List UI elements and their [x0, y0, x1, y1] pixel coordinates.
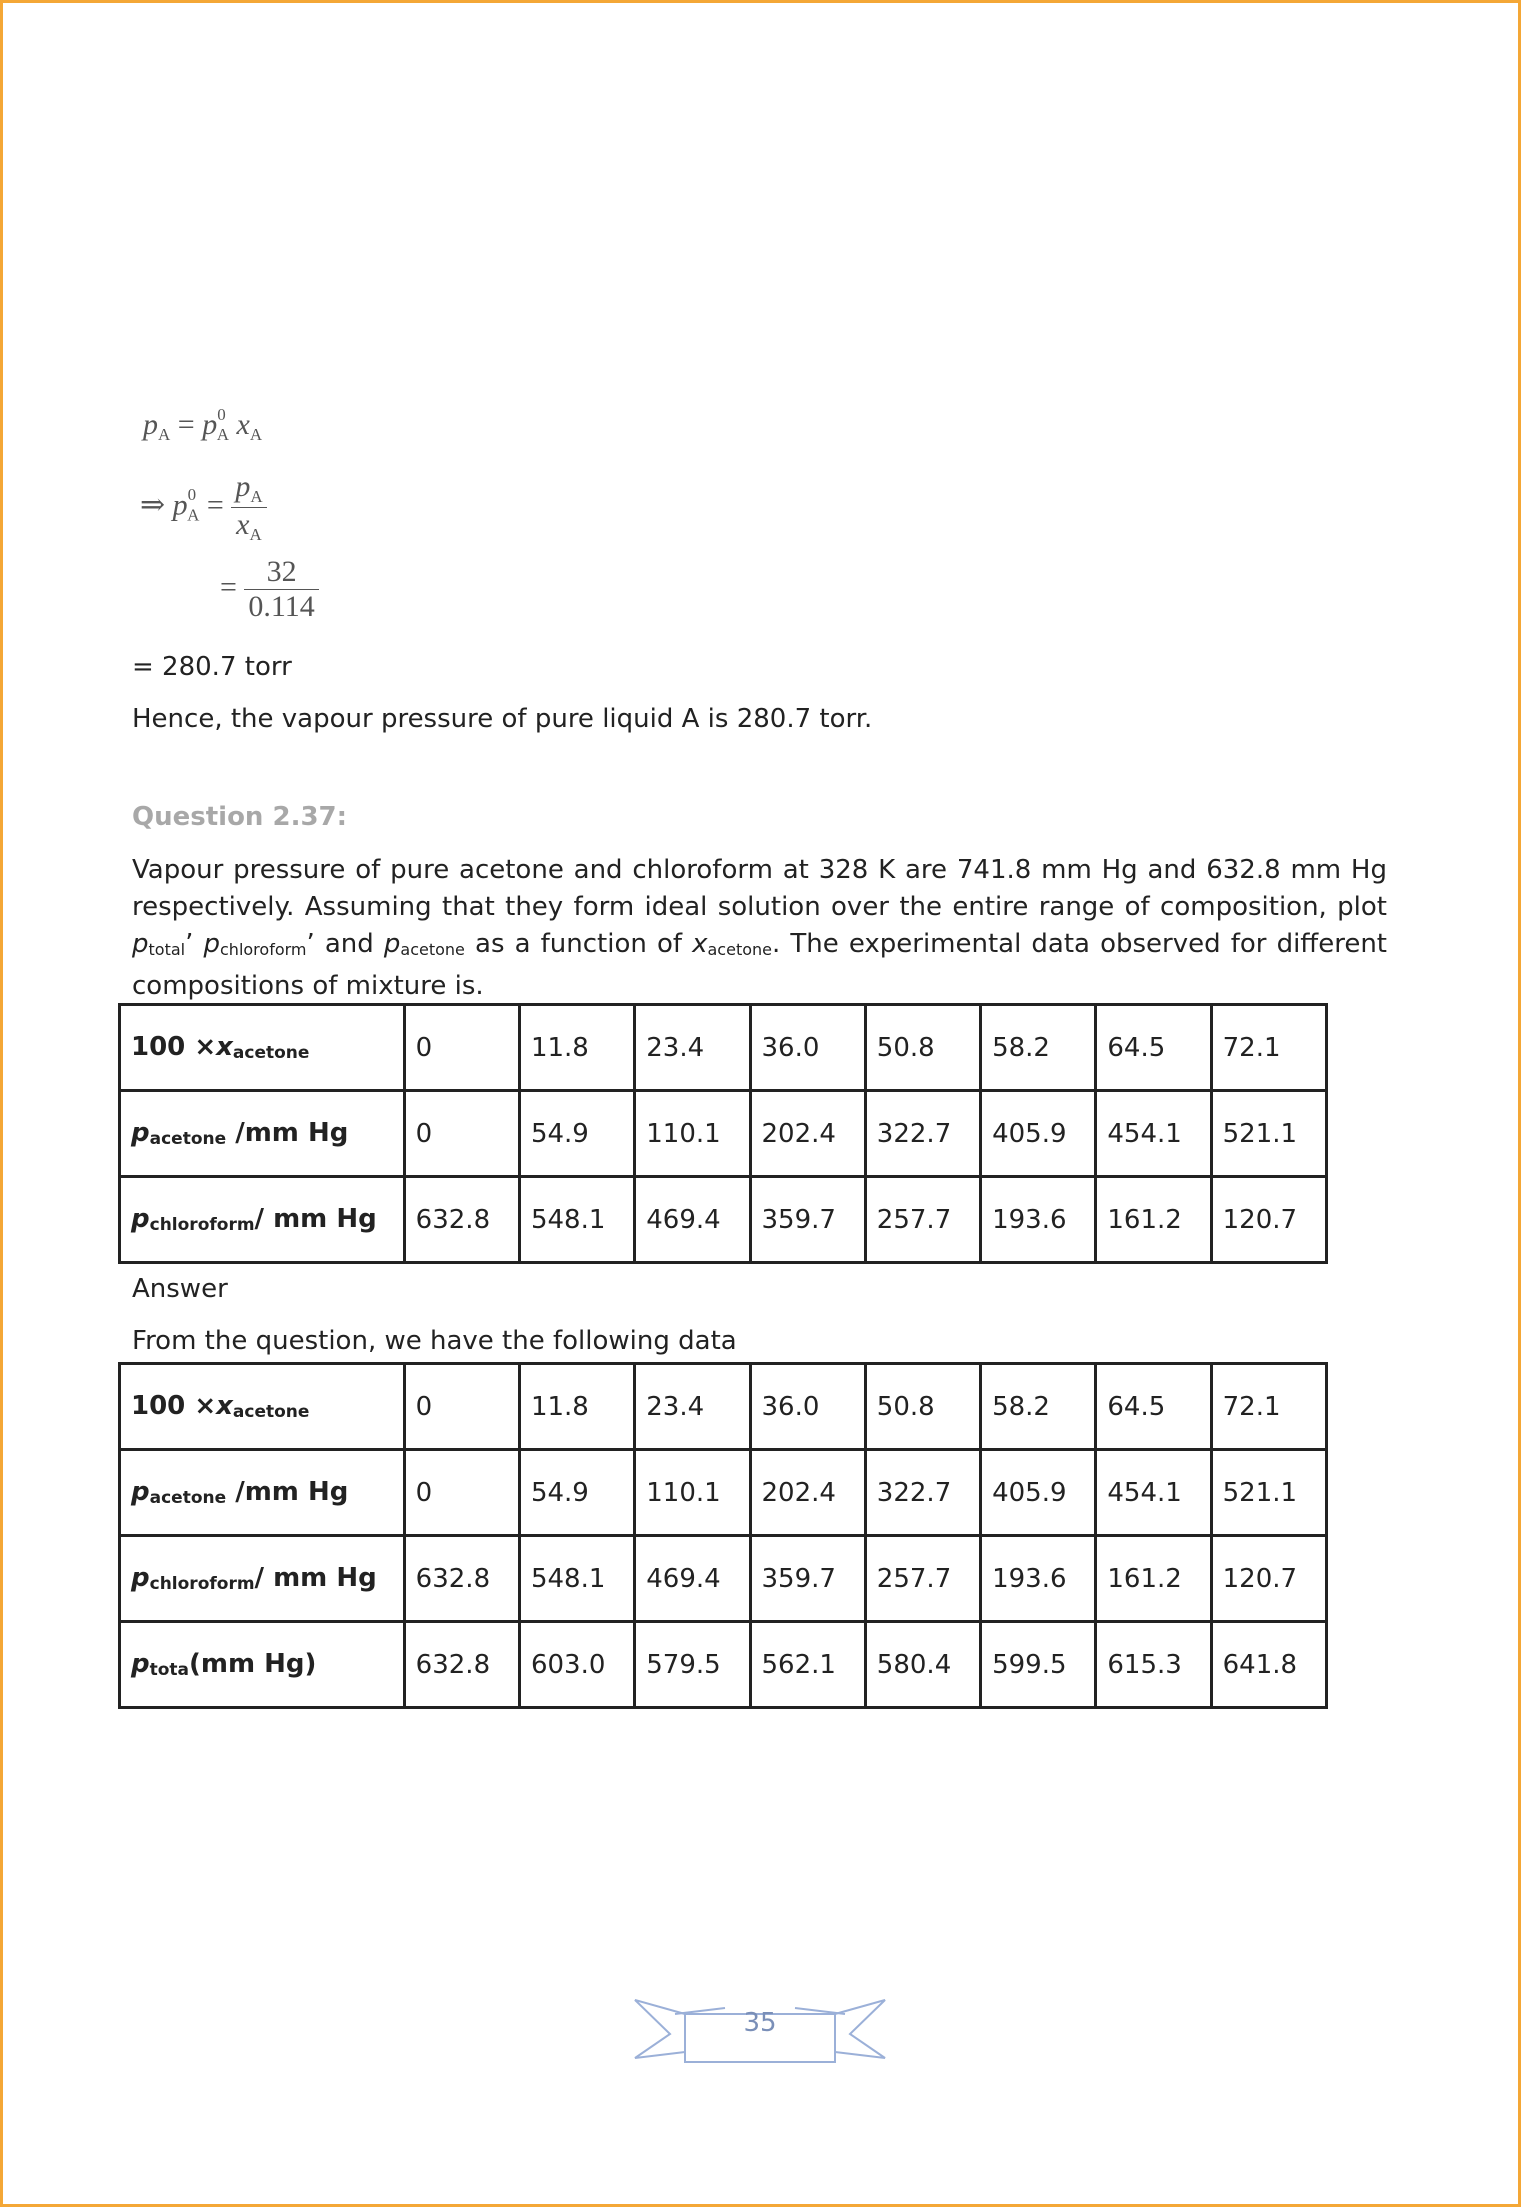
table-row: [120, 1622, 1327, 1708]
table-cell: 579.5: [635, 1622, 750, 1708]
row-label: $p_{acetone}$ /mm Hg: [120, 1091, 405, 1177]
table-cell: 322.7: [865, 1091, 980, 1177]
answer-label: Answer: [132, 1274, 228, 1304]
table-cell: 632.8: [404, 1536, 519, 1622]
table-cell: 548.1: [519, 1536, 634, 1622]
numerator: 32: [244, 555, 318, 590]
table-cell: 405.9: [981, 1450, 1096, 1536]
table-cell: 161.2: [1096, 1536, 1211, 1622]
row-label: $100 \times x_{acetone}$: [120, 1005, 405, 1091]
table-cell: 36.0: [750, 1005, 865, 1091]
table-cell: 36.0: [750, 1364, 865, 1450]
table-cell: 110.1: [635, 1450, 750, 1536]
result-text: = 280.7 torr: [132, 652, 292, 682]
table-cell: 599.5: [981, 1622, 1096, 1708]
table-cell: 54.9: [519, 1450, 634, 1536]
table-cell: 603.0: [519, 1622, 634, 1708]
table-cell: 359.7: [750, 1177, 865, 1263]
table-cell: 469.4: [635, 1536, 750, 1622]
table-cell: 405.9: [981, 1091, 1096, 1177]
table-cell: 469.4: [635, 1177, 750, 1263]
table-cell: 54.9: [519, 1091, 634, 1177]
table-row: [120, 1091, 1327, 1177]
table-cell: 72.1: [1211, 1364, 1326, 1450]
table-cell: 58.2: [981, 1005, 1096, 1091]
table-cell: 615.3: [1096, 1622, 1211, 1708]
table-cell: 50.8: [865, 1364, 980, 1450]
table-cell: 64.5: [1096, 1005, 1211, 1091]
question-text: Vapour pressure of pure acetone and chloroform at 328 K are 741.8 mm Hg and 632.8 mm Hg respectively. Assuming that they form ideal solution over the entire range of composition, plot $p_{total}$’ $p_{chloroform}$’ and $p_{acetone}$ as a function of $x_{acetone}$. The experimental data observed for different compositions of mixture is.: [132, 855, 1387, 1001]
table-cell: 521.1: [1211, 1450, 1326, 1536]
table-cell: 257.7: [865, 1536, 980, 1622]
table-cell: 322.7: [865, 1450, 980, 1536]
table-row: [120, 1177, 1327, 1263]
table-cell: 23.4: [635, 1364, 750, 1450]
table-row: [120, 1005, 1327, 1091]
conclusion-text: Hence, the vapour pressure of pure liquid A is 280.7 torr.: [132, 704, 873, 734]
page-number-ribbon: [615, 1986, 905, 2066]
table-cell: 202.4: [750, 1091, 865, 1177]
row-label: $p_{chloroform}/$ mm Hg: [120, 1177, 405, 1263]
table-cell: 580.4: [865, 1622, 980, 1708]
table-row: [120, 1364, 1327, 1450]
page-number: 35: [743, 2008, 777, 2038]
equation-raoult: $p_A = p^0_A$ $x_A$: [143, 405, 263, 444]
table-cell: 359.7: [750, 1536, 865, 1622]
data-table-answer: [118, 1362, 1328, 1709]
table-cell: 11.8: [519, 1005, 634, 1091]
table-cell: 0: [404, 1364, 519, 1450]
table-cell: 632.8: [404, 1622, 519, 1708]
table-cell: 11.8: [519, 1364, 634, 1450]
table-row: [120, 1536, 1327, 1622]
row-label: $p_{chloroform}/$ mm Hg: [120, 1536, 405, 1622]
row-label: $p_{acetone}$ /mm Hg: [120, 1450, 405, 1536]
table-cell: 521.1: [1211, 1091, 1326, 1177]
table-cell: 0: [404, 1450, 519, 1536]
table-cell: 120.7: [1211, 1177, 1326, 1263]
table-cell: 161.2: [1096, 1177, 1211, 1263]
table-cell: 193.6: [981, 1536, 1096, 1622]
row-label: $p_{tota}(mm$ Hg): [120, 1622, 405, 1708]
table-cell: 632.8: [404, 1177, 519, 1263]
table-cell: 58.2: [981, 1364, 1096, 1450]
equation-substituted: = $\frac{32}{0.114}$: [220, 555, 319, 624]
data-table-question: [118, 1003, 1328, 1264]
equation-rearranged: ⇒ $p^0_A$ = $\frac{p_A}{x_A}$: [140, 470, 267, 545]
table-row: [120, 1450, 1327, 1536]
table-cell: 50.8: [865, 1005, 980, 1091]
table-cell: 193.6: [981, 1177, 1096, 1263]
table-cell: 202.4: [750, 1450, 865, 1536]
table-cell: 257.7: [865, 1177, 980, 1263]
table-cell: 64.5: [1096, 1364, 1211, 1450]
table-cell: 548.1: [519, 1177, 634, 1263]
table-cell: 120.7: [1211, 1536, 1326, 1622]
denominator: 0.114: [248, 590, 315, 623]
table-cell: 454.1: [1096, 1450, 1211, 1536]
answer-intro: From the question, we have the following data: [132, 1326, 737, 1356]
table-cell: 0: [404, 1005, 519, 1091]
question-heading: Question 2.37:: [132, 802, 348, 832]
table-cell: 110.1: [635, 1091, 750, 1177]
table-cell: 0: [404, 1091, 519, 1177]
table-cell: 72.1: [1211, 1005, 1326, 1091]
table-cell: 23.4: [635, 1005, 750, 1091]
row-label: $100 \times x_{acetone}$: [120, 1364, 405, 1450]
table-cell: 454.1: [1096, 1091, 1211, 1177]
table-cell: 641.8: [1211, 1622, 1326, 1708]
table-cell: 562.1: [750, 1622, 865, 1708]
